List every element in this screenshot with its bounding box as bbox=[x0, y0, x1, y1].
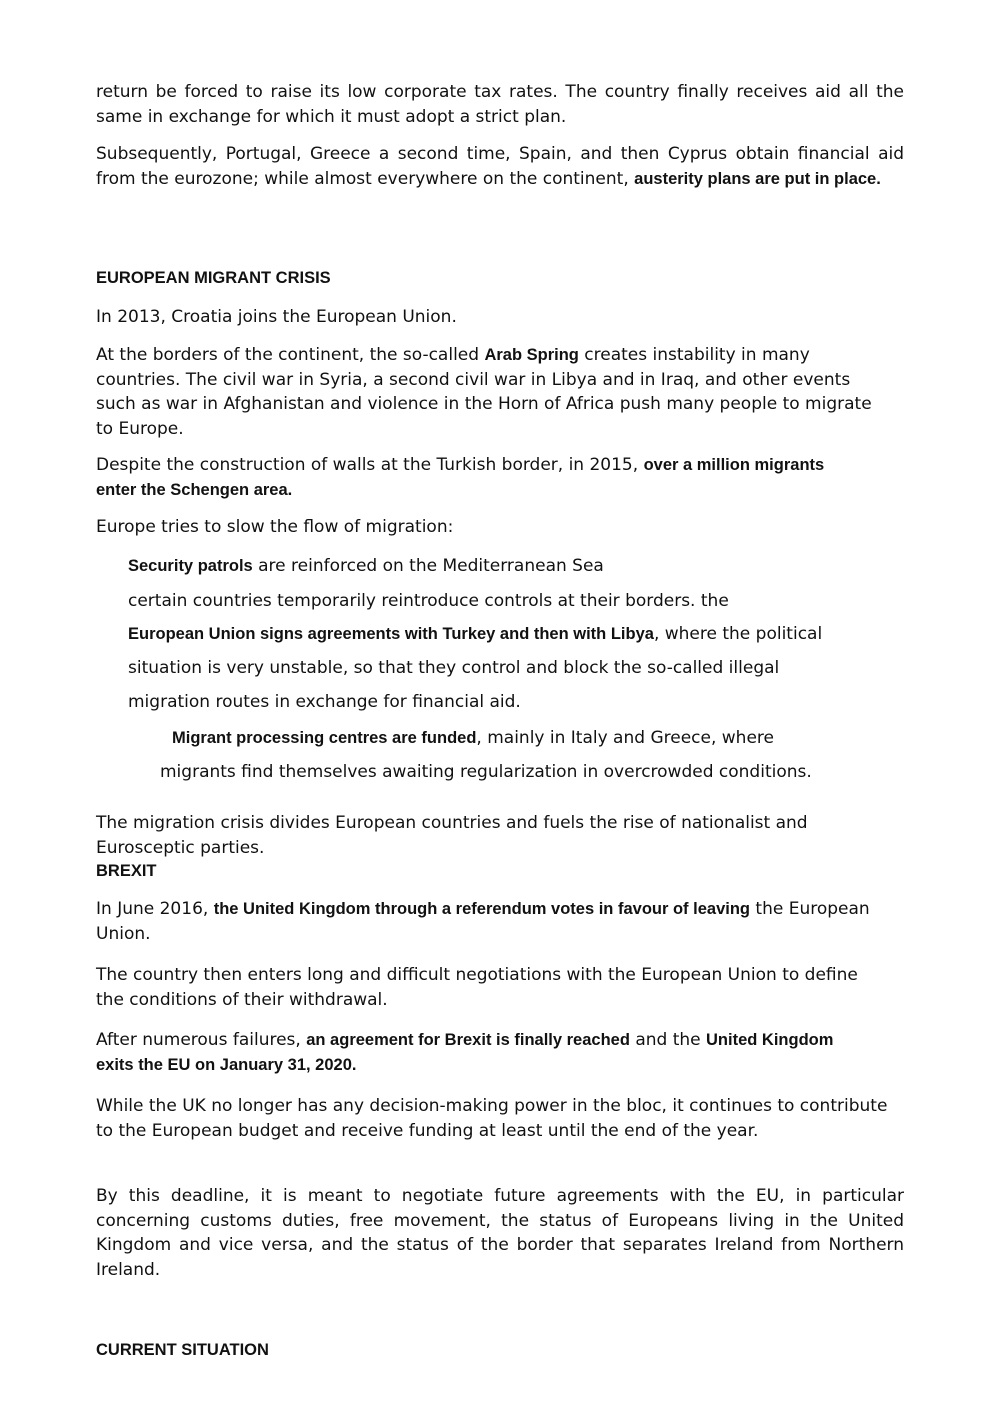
arab-spring-text-b: creates instability in many countries. The civil war in Syria, a second civil war in Libya and in Iraq, and other events such as war in Afghanistan and violence in the Horn of Africa push many people to migrate to Europe. bbox=[96, 345, 872, 439]
schengen-paragraph bbox=[96, 453, 836, 502]
arab-spring-emphasis: Arab Spring bbox=[484, 346, 579, 364]
security-patrols-emphasis: Security patrols bbox=[128, 557, 253, 575]
security-patrols-text: are reinforced on the Mediterranean Sea bbox=[252, 556, 604, 576]
processing-centres-emphasis: Migrant processing centres are funded bbox=[172, 729, 477, 747]
migration-flow-paragraph: Europe tries to slow the flow of migration: bbox=[96, 517, 454, 537]
future-agreements-paragraph: By this deadline, it is meant to negotiate future agreements with the EU, in particular concerning customs duties, free movement, the status of Europeans living in the United Kingdom and vice versa, and the status of the border that separates Ireland from Northern Ireland. bbox=[96, 1186, 904, 1280]
arab-spring-paragraph bbox=[96, 343, 886, 441]
referendum-emphasis: the United Kingdom through a referendum votes in favour of leaving bbox=[213, 900, 750, 918]
migration-crisis-conclusion: The migration crisis divides European countries and fuels the rise of nationalist and Eurosceptic parties. bbox=[96, 813, 808, 858]
section-heading-current-situation: CURRENT SITUATION bbox=[96, 1341, 269, 1359]
eu-agreements-text: , where the political bbox=[653, 624, 823, 644]
border-controls-the: the bbox=[700, 591, 729, 611]
bullet-security-patrols bbox=[128, 549, 604, 583]
brexit-agreement-paragraph bbox=[96, 1028, 856, 1077]
referendum-text-b: the European Union. bbox=[96, 899, 870, 944]
croatia-paragraph: In 2013, Croatia joins the European Union. bbox=[96, 307, 457, 327]
section-heading-migrant-crisis: EUROPEAN MIGRANT CRISIS bbox=[96, 269, 331, 287]
austerity-emphasis: austerity plans are put in place. bbox=[634, 169, 881, 188]
uk-budget-paragraph: While the UK no longer has any decision-making power in the bloc, it continues to contribute to the European budget and receive funding at least until the end of the year. bbox=[96, 1096, 888, 1141]
eu-agreements-emphasis: European Union signs agreements with Turkey and then with Libya bbox=[128, 625, 654, 643]
schengen-emphasis: over a million migrants enter the Schengen area. bbox=[96, 456, 825, 499]
brexit-agreement-text-b: and the bbox=[629, 1030, 707, 1050]
referendum-text-a: In June 2016, bbox=[96, 899, 214, 919]
bullet-border-controls bbox=[128, 584, 729, 618]
processing-centres-line-2: migrants find themselves awaiting regularization in overcrowded conditions. bbox=[160, 762, 812, 782]
intro-paragraph-2 bbox=[96, 142, 904, 191]
brexit-agreement-text-a: After numerous failures, bbox=[96, 1030, 307, 1050]
intro-paragraph-1: return be forced to raise its low corporate tax rates. The country finally receives aid all the same in exchange for which it must adopt a strict plan. bbox=[96, 82, 904, 127]
section-heading-brexit: BREXIT bbox=[96, 862, 157, 880]
schengen-text: Despite the construction of walls at the Turkish border, in 2015, bbox=[96, 455, 644, 475]
eu-agreements-line-3: migration routes in exchange for financial aid. bbox=[128, 692, 521, 712]
eu-agreements-line-2: situation is very unstable, so that they control and block the so-called illegal bbox=[128, 658, 780, 678]
processing-centres-text: , mainly in Italy and Greece, where bbox=[476, 728, 774, 748]
negotiations-paragraph: The country then enters long and difficult negotiations with the European Union to define the conditions of their withdrawal. bbox=[96, 965, 858, 1010]
eu-agreements-line-1 bbox=[128, 617, 822, 651]
intro-paragraph-2-text: Subsequently, Portugal, Greece a second time, Spain, and then Cyprus obtain financial aid from the eurozone; while almost everywhere on the continent, bbox=[96, 144, 904, 189]
bullet-processing-centres bbox=[172, 721, 774, 755]
brexit-agreement-emphasis: an agreement for Brexit is finally reached bbox=[306, 1031, 630, 1049]
arab-spring-text-a: At the borders of the continent, the so-called bbox=[96, 345, 485, 365]
referendum-paragraph bbox=[96, 897, 904, 946]
border-controls-text: certain countries temporarily reintroduce controls at their borders. bbox=[128, 591, 701, 611]
uk-exit-emphasis: United Kingdom exits the EU on January 31, 2020. bbox=[96, 1031, 834, 1074]
